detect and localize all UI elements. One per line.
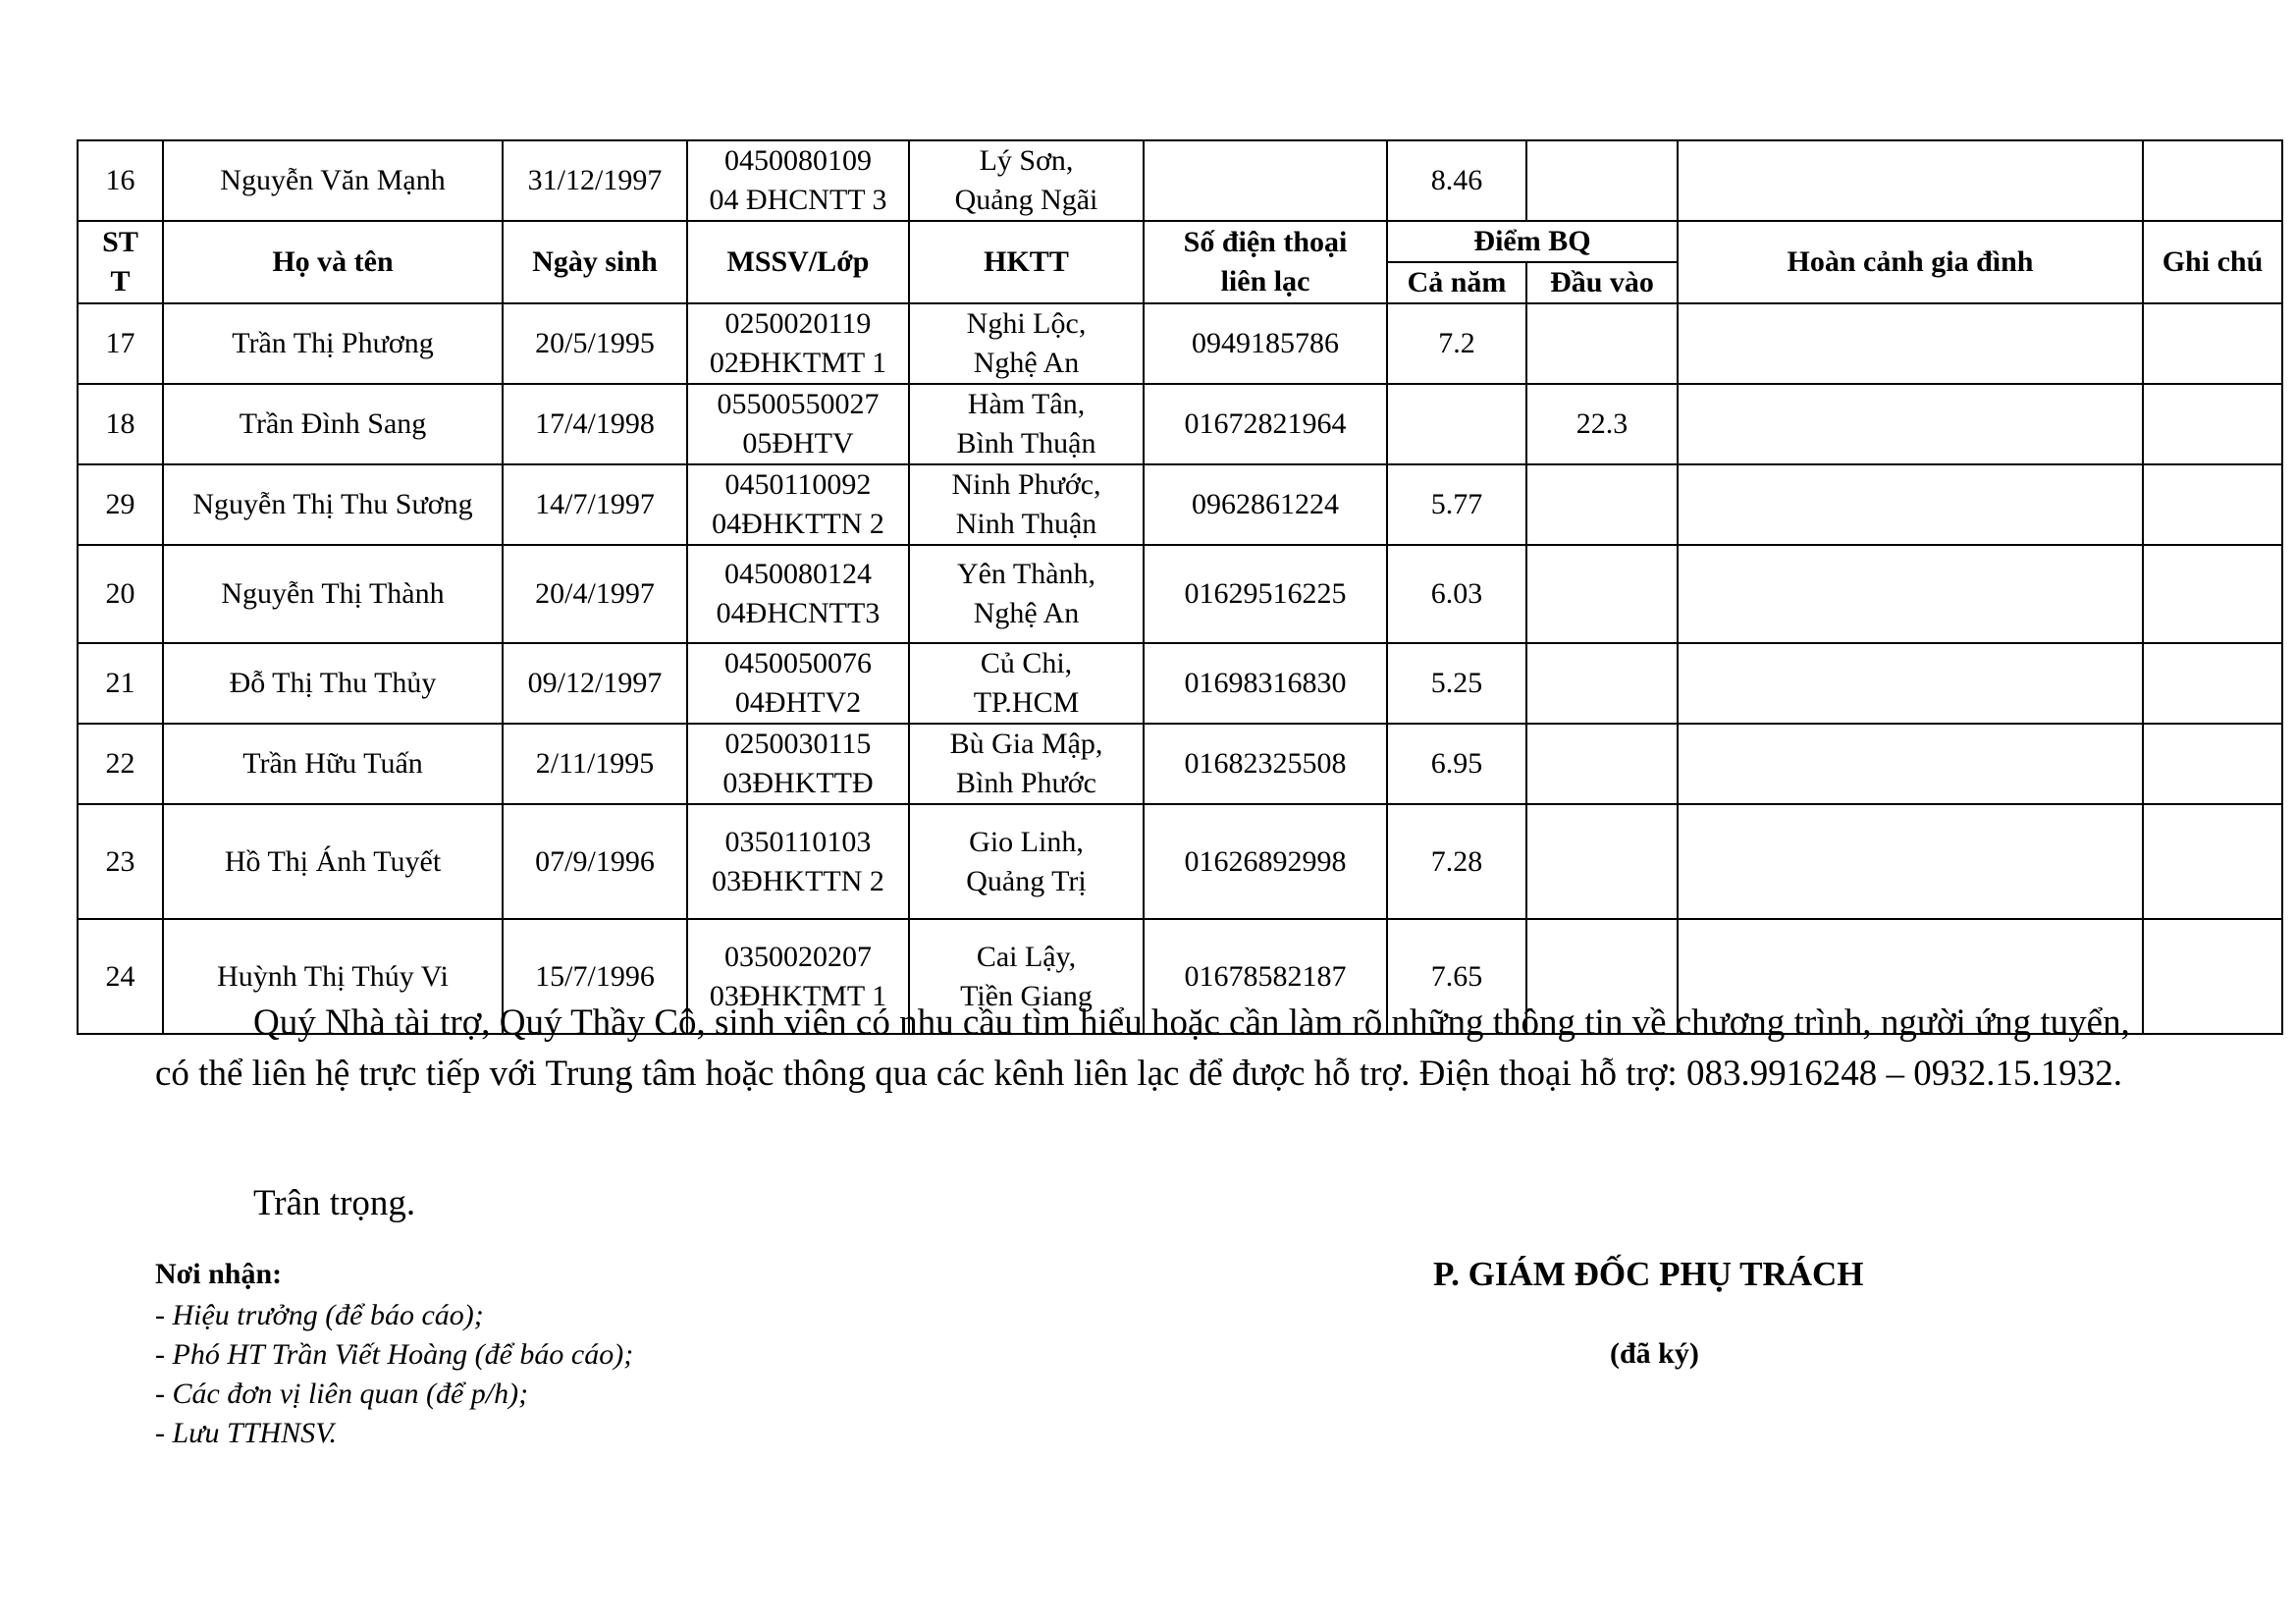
- recipient-item: - Phó HT Trần Viết Hoàng (để báo cáo);: [155, 1338, 634, 1371]
- cell-phone: [1144, 140, 1387, 221]
- header-phone: Số điện thoại liên lạc: [1144, 221, 1387, 303]
- cell-id: 0450050076 04ĐHTV2: [687, 643, 909, 724]
- cell-name: Trần Thị Phương: [163, 303, 503, 384]
- header-stt: ST T: [78, 221, 163, 303]
- recipient-item: - Các đơn vị liên quan (để p/h);: [155, 1378, 529, 1410]
- cell-dob: 17/4/1998: [503, 384, 687, 464]
- cell-score-year: 7.2: [1387, 303, 1526, 384]
- cell-score-entry: [1526, 643, 1678, 724]
- cell-family: [1678, 384, 2143, 464]
- cell-score-year: 5.25: [1387, 643, 1526, 724]
- table-row: [78, 724, 2282, 804]
- cell-hktt: Hàm Tân, Bình Thuận: [909, 384, 1144, 464]
- table-row: [78, 464, 2282, 545]
- recipient-item: - Hiệu trưởng (để báo cáo);: [155, 1299, 484, 1331]
- cell-score-entry: [1526, 724, 1678, 804]
- header-id: MSSV/Lớp: [687, 221, 909, 303]
- cell-family: [1678, 724, 2143, 804]
- cell-dob: 31/12/1997: [503, 140, 687, 221]
- cell-family: [1678, 643, 2143, 724]
- cell-id: 0450080124 04ĐHCNTT3: [687, 545, 909, 643]
- closing-text: Trân trọng.: [253, 1183, 416, 1223]
- cell-note: [2143, 724, 2282, 804]
- cell-name: Nguyễn Thị Thành: [163, 545, 503, 643]
- cell-id: 0250030115 03ĐHKTTĐ: [687, 724, 909, 804]
- cell-stt: 20: [78, 545, 163, 643]
- recipients-title: Nơi nhận:: [155, 1258, 283, 1290]
- recipient-item: - Lưu TTHNSV.: [155, 1417, 338, 1449]
- table-row: [78, 303, 2282, 384]
- cell-note: [2143, 384, 2282, 464]
- cell-phone: 0949185786: [1144, 303, 1387, 384]
- header-family: Hoàn cảnh gia đình: [1678, 221, 2143, 303]
- cell-name: Hồ Thị Ánh Tuyết: [163, 804, 503, 919]
- header-dob: Ngày sinh: [503, 221, 687, 303]
- cell-note: [2143, 643, 2282, 724]
- header-score-entry: Đầu vào: [1526, 262, 1678, 303]
- signature-title: P. GIÁM ĐỐC PHỤ TRÁCH: [1433, 1255, 1864, 1293]
- cell-phone: 01698316830: [1144, 643, 1387, 724]
- cell-score-year: 6.95: [1387, 724, 1526, 804]
- cell-phone: 01672821964: [1144, 384, 1387, 464]
- cell-hktt: Ninh Phước, Ninh Thuận: [909, 464, 1144, 545]
- header-note: Ghi chú: [2143, 221, 2282, 303]
- cell-dob: 2/11/1995: [503, 724, 687, 804]
- cell-hktt: Cai Lậy, Tiền Giang: [909, 919, 1144, 1034]
- cell-phone: 01629516225: [1144, 545, 1387, 643]
- cell-stt: 23: [78, 804, 163, 919]
- cell-dob: 07/9/1996: [503, 804, 687, 919]
- cell-name: Huỳnh Thị Thúy Vi: [163, 919, 503, 1034]
- cell-id: 0450080109 04 ĐHCNTT 3: [687, 140, 909, 221]
- cell-phone: 01678582187: [1144, 919, 1387, 1034]
- cell-name: Nguyễn Văn Mạnh: [163, 140, 503, 221]
- cell-score-entry: [1526, 545, 1678, 643]
- header-score-group: Điểm BQ: [1387, 221, 1678, 262]
- cell-hktt: Yên Thành, Nghệ An: [909, 545, 1144, 643]
- cell-score-entry: [1526, 303, 1678, 384]
- cell-stt: 29: [78, 464, 163, 545]
- cell-hktt: Củ Chi, TP.HCM: [909, 643, 1144, 724]
- cell-score-year: 6.03: [1387, 545, 1526, 643]
- cell-phone: 01626892998: [1144, 804, 1387, 919]
- cell-stt: 16: [78, 140, 163, 221]
- cell-score-year: 7.28: [1387, 804, 1526, 919]
- cell-score-entry: [1526, 140, 1678, 221]
- cell-score-entry: [1526, 464, 1678, 545]
- cell-family: [1678, 303, 2143, 384]
- cell-note: [2143, 140, 2282, 221]
- cell-note: [2143, 545, 2282, 643]
- cell-stt: 18: [78, 384, 163, 464]
- cell-note: [2143, 303, 2282, 384]
- cell-id: 0350020207 03ĐHKTMT 1: [687, 919, 909, 1034]
- cell-score-year: 7.65: [1387, 919, 1526, 1034]
- cell-family: [1678, 545, 2143, 643]
- cell-stt: 21: [78, 643, 163, 724]
- cell-note: [2143, 464, 2282, 545]
- cell-stt: 17: [78, 303, 163, 384]
- table-row: [78, 384, 2282, 464]
- cell-score-year: 8.46: [1387, 140, 1526, 221]
- cell-name: Trần Hữu Tuấn: [163, 724, 503, 804]
- cell-dob: 15/7/1996: [503, 919, 687, 1034]
- cell-hktt: Lý Sơn, Quảng Ngãi: [909, 140, 1144, 221]
- cell-name: Nguyễn Thị Thu Sương: [163, 464, 503, 545]
- table-row: [78, 545, 2282, 643]
- cell-hktt: Nghi Lộc, Nghệ An: [909, 303, 1144, 384]
- cell-family: [1678, 140, 2143, 221]
- cell-id: 05500550027 05ĐHTV: [687, 384, 909, 464]
- cell-id: 0450110092 04ĐHKTTN 2: [687, 464, 909, 545]
- cell-id: 0250020119 02ĐHKTMT 1: [687, 303, 909, 384]
- table-row: [78, 140, 2282, 221]
- cell-phone: 0962861224: [1144, 464, 1387, 545]
- signature-status: (đã ký): [1610, 1337, 1699, 1370]
- cell-dob: 14/7/1997: [503, 464, 687, 545]
- cell-family: [1678, 464, 2143, 545]
- cell-score-year: 5.77: [1387, 464, 1526, 545]
- header-score-year: Cả năm: [1387, 262, 1526, 303]
- cell-score-year: [1387, 384, 1526, 464]
- cell-note: [2143, 919, 2282, 1034]
- cell-dob: 20/5/1995: [503, 303, 687, 384]
- student-table: [77, 139, 2283, 1035]
- cell-score-entry: [1526, 804, 1678, 919]
- table-row: [78, 804, 2282, 919]
- cell-dob: 09/12/1997: [503, 643, 687, 724]
- cell-hktt: Gio Linh, Quảng Trị: [909, 804, 1144, 919]
- cell-stt: 24: [78, 919, 163, 1034]
- contact-paragraph: Quý Nhà tài trợ, Quý Thầy Cô, sinh viên có nhu cầu tìm hiểu hoặc cần làm rõ những thông tin về chương trình, người ứng tuyển, có thể liên hệ trực tiếp với Trung tâm hoặc thông qua các kênh liên lạc để được hỗ trợ. Điện thoại hỗ trợ: 083.9916248 – 0932.15.1932.: [155, 1002, 2130, 1094]
- cell-score-entry: 22.3: [1526, 384, 1678, 464]
- cell-phone: 01682325508: [1144, 724, 1387, 804]
- table-row: [78, 643, 2282, 724]
- cell-hktt: Bù Gia Mập, Bình Phước: [909, 724, 1144, 804]
- cell-note: [2143, 804, 2282, 919]
- header-hktt: HKTT: [909, 221, 1144, 303]
- cell-stt: 22: [78, 724, 163, 804]
- cell-family: [1678, 804, 2143, 919]
- cell-dob: 20/4/1997: [503, 545, 687, 643]
- cell-name: Trần Đình Sang: [163, 384, 503, 464]
- cell-name: Đỗ Thị Thu Thủy: [163, 643, 503, 724]
- cell-id: 0350110103 03ĐHKTTN 2: [687, 804, 909, 919]
- header-name: Họ và tên: [163, 221, 503, 303]
- header-row: [78, 221, 2282, 262]
